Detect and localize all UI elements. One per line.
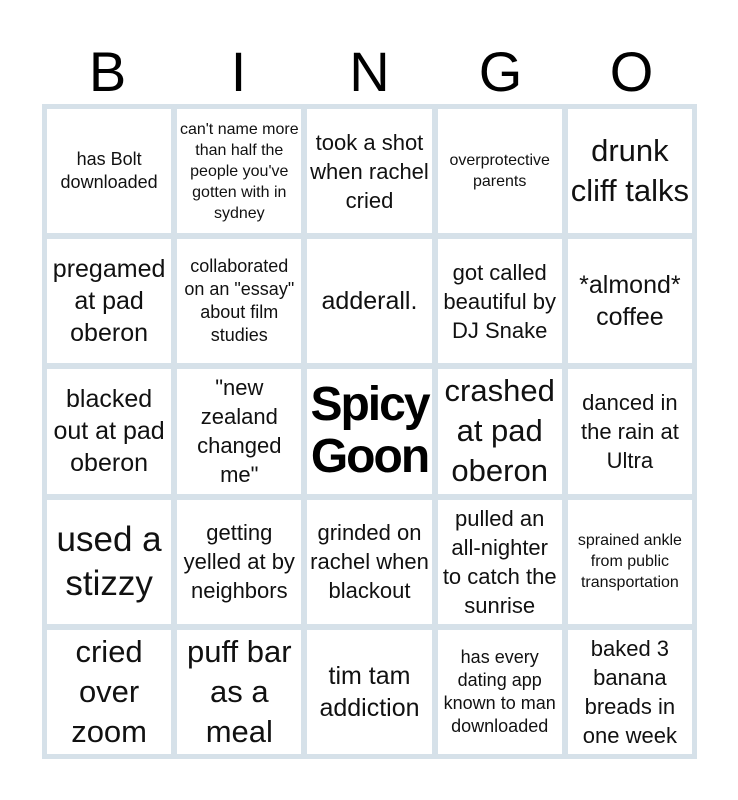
header-letter-o: O [609,40,654,103]
cell-text: has every dating app known to man downloaded [443,646,556,736]
cell-text: baked 3 banana breads in one week [582,635,677,748]
bingo-cell[interactable] [47,630,171,754]
free-space-text: Spicy Goon [310,378,429,484]
cell-text: pulled an all-nighter to catch the sunrise [442,505,557,618]
header-letter-g: G [478,40,523,103]
cell-text: adderall. [321,287,418,316]
bingo-cell[interactable] [568,500,692,624]
bingo-header [42,40,697,104]
header-letter-b: B [88,40,127,103]
cell-text: overprotective parents [449,152,550,191]
cell-text: sprained ankle from public transportation [577,532,682,592]
bingo-board [42,104,697,759]
bingo-cell[interactable] [568,239,692,363]
bingo-cell[interactable] [438,239,562,363]
bingo-cell[interactable] [307,500,431,624]
header-letter-i: I [230,40,247,103]
bingo-cell[interactable] [47,369,171,493]
bingo-cell[interactable] [307,109,431,233]
cell-text: got called beautiful by DJ Snake [443,259,556,343]
cell-text: cried over zoom [71,633,147,749]
cell-text: took a shot when rachel cried [310,129,429,213]
bingo-cell[interactable] [177,369,301,493]
cell-text: getting yelled at by neighbors [183,520,295,604]
bingo-cell[interactable] [47,239,171,363]
header-letter-n: N [349,40,390,103]
cell-text: grinded on rachel when blackout [310,520,429,604]
bingo-cell[interactable] [307,630,431,754]
cell-text: puff bar as a meal [187,633,292,749]
bingo-cell[interactable] [438,500,562,624]
bingo-cell[interactable] [47,109,171,233]
free-space-cell[interactable] [307,369,431,493]
cell-text: *almond* coffee [579,271,681,332]
bingo-cell[interactable] [177,239,301,363]
cell-text: "new zealand changed me" [197,375,282,488]
bingo-cell[interactable] [307,239,431,363]
bingo-cell[interactable] [438,369,562,493]
cell-text: has Bolt downloaded [60,149,158,193]
cell-text: tim tam addiction [319,661,420,722]
bingo-cell[interactable] [177,109,301,233]
bingo-cell[interactable] [177,500,301,624]
cell-text: danced in the rain at Ultra [580,389,679,473]
bingo-cell[interactable] [568,630,692,754]
bingo-cell[interactable] [568,369,692,493]
cell-text: pregamed at pad oberon [52,255,166,348]
cell-text: can't name more than half the people you've gotten with in sydney [179,120,299,222]
bingo-cell[interactable] [438,109,562,233]
cell-text: used a stizzy [56,519,162,603]
bingo-cell[interactable] [177,630,301,754]
cell-text: drunk cliff talks [570,133,690,209]
bingo-cell[interactable] [568,109,692,233]
bingo-cell[interactable] [438,630,562,754]
cell-text: blacked out at pad oberon [53,385,165,478]
cell-text: collaborated on an "essay" about film studies [184,256,295,346]
bingo-cell[interactable] [47,500,171,624]
cell-text: crashed at pad oberon [444,373,555,489]
